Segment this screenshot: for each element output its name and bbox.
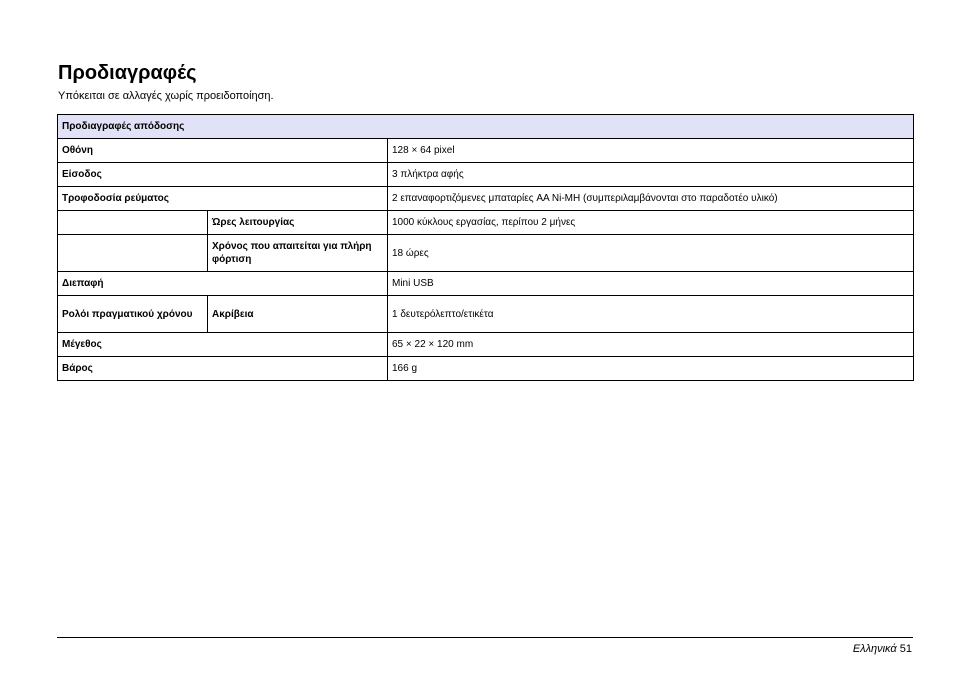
table-row <box>58 187 914 211</box>
row-label-size: Μέγεθος <box>58 333 388 357</box>
empty-cell <box>58 211 208 235</box>
table-row <box>58 163 914 187</box>
row-label-display: Οθόνη <box>58 139 388 163</box>
table-header: Προδιαγραφές απόδοσης <box>58 115 914 139</box>
table-header-row <box>58 115 914 139</box>
row-value-size: 65 × 22 × 120 mm <box>388 333 914 357</box>
table-row <box>58 272 914 296</box>
table-row <box>58 211 914 235</box>
row-value-interface: Mini USB <box>388 272 914 296</box>
row-value-power: 2 επαναφορτιζόμενες μπαταρίες AA Ni-MH (συμπεριλαμβάνονται στο παραδοτέο υλικό) <box>388 187 914 211</box>
page-number: 51 <box>899 643 912 655</box>
row-value-operating-hours: 1000 κύκλους εργασίας, περίπου 2 μήνες <box>388 211 914 235</box>
page-footer <box>853 642 912 656</box>
row-value-display: 128 × 64 pixel <box>388 139 914 163</box>
empty-cell <box>58 235 208 272</box>
row-value-input: 3 πλήκτρα αφής <box>388 163 914 187</box>
row-label-interface: Διεπαφή <box>58 272 388 296</box>
row-label-power: Τροφοδοσία ρεύματος <box>58 187 388 211</box>
row-label-input: Είσοδος <box>58 163 388 187</box>
row-value-weight: 166 g <box>388 357 914 381</box>
table-row <box>58 357 914 381</box>
row-label-charge-time: Χρόνος που απαιτείται για πλήρη φόρτιση <box>208 235 388 272</box>
table-row <box>58 333 914 357</box>
row-sublabel-clock-accuracy: Ακρίβεια <box>208 296 388 333</box>
row-value-charge-time: 18 ώρες <box>388 235 914 272</box>
row-value-clock: 1 δευτερόλεπτο/ετικέτα <box>388 296 914 333</box>
table-row <box>58 139 914 163</box>
page-subtitle: Υπόκειται σε αλλαγές χωρίς προειδοποίηση. <box>58 90 274 102</box>
table-row <box>58 296 914 333</box>
page-title: Προδιαγραφές <box>58 62 197 84</box>
row-label-weight: Βάρος <box>58 357 388 381</box>
specifications-table <box>57 114 914 381</box>
footer-language: Ελληνικά <box>852 643 897 655</box>
row-label-clock: Ρολόι πραγματικού χρόνου <box>58 296 208 333</box>
table-row <box>58 235 914 272</box>
footer-divider <box>57 637 913 638</box>
row-label-operating-hours: Ώρες λειτουργίας <box>208 211 388 235</box>
